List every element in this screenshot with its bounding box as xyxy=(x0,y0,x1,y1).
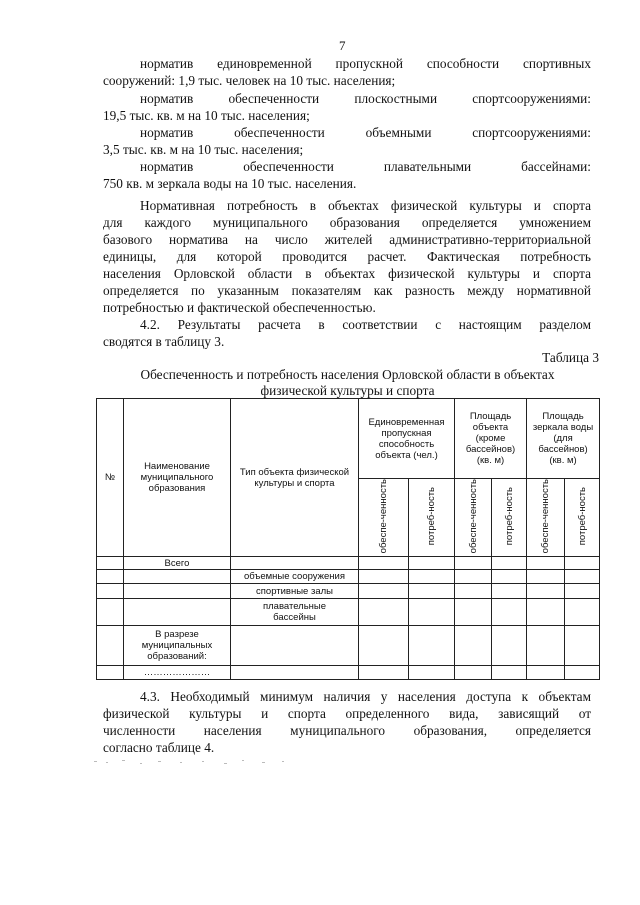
body-line: 3,5 тыс. кв. м на 10 тыс. населения; xyxy=(103,142,304,157)
subheader-need xyxy=(565,479,600,557)
body-line: численности населения муниципального образования, определяется xyxy=(103,723,591,738)
body-line: потребностью и фактической обеспеченностью. xyxy=(103,300,376,315)
table-row xyxy=(97,557,600,570)
page-number: 7 xyxy=(339,38,346,53)
subheader-supply xyxy=(359,479,409,557)
table-row xyxy=(97,584,600,599)
row-halls-label: спортивные залы xyxy=(231,584,359,599)
body-line: норматив обеспеченности плоскостными спортсооружениями: xyxy=(140,91,591,106)
table-row xyxy=(97,570,600,584)
subheader-supply xyxy=(455,479,492,557)
body-line: населения Орловской области в объектах физической культуры и спорта xyxy=(103,266,591,281)
body-line: норматив единовременной пропускной способности спортивных xyxy=(140,56,591,71)
scan-noise xyxy=(92,757,292,767)
subheader-need-label: потреб-ность xyxy=(576,487,588,546)
subheader-need-label: потреб-ность xyxy=(503,487,515,546)
body-line: сводятся в таблицу 3. xyxy=(103,334,225,349)
body-line: согласно таблице 4. xyxy=(103,740,215,755)
col-header-type: Тип объекта физической культуры и спорта xyxy=(231,399,359,557)
subheader-supply xyxy=(527,479,565,557)
col-header-pool: Площадь зеркала воды (для бассейнов) (кв. м) xyxy=(527,399,600,479)
subheader-need xyxy=(492,479,527,557)
col-header-name: Наименование муниципального образования xyxy=(124,399,231,557)
body-line: определяется по указанным показателям как разность между нормативной xyxy=(103,283,591,298)
subheader-supply-label: обеспе-ченность xyxy=(540,479,552,554)
body-line: норматив обеспеченности объемными спортсооружениями: xyxy=(140,125,591,140)
body-line: Нормативная потребность в объектах физической культуры и спорта xyxy=(140,198,591,213)
row-volume-label: объемные сооружения xyxy=(231,570,359,584)
body-line: 4.3. Необходимый минимум наличия у населения доступа к объектам xyxy=(140,689,591,704)
body-line: 750 кв. м зеркала воды на 10 тыс. населения. xyxy=(103,176,357,191)
subheader-supply-label: обеспе-ченность xyxy=(378,479,389,554)
row-dots: ………………… xyxy=(124,666,231,680)
body-line: норматив обеспеченности плавательными бассейнами: xyxy=(140,159,591,174)
body-line: единицы, для которой проводится расчет. Фактическая потребность xyxy=(103,249,591,264)
row-total-label: Всего xyxy=(124,557,231,570)
body-line: физической культуры и спорта определенного вида, зависящий от xyxy=(103,706,591,721)
row-pools-label: плавательные бассейны xyxy=(231,599,359,626)
body-line: сооружений: 1,9 тыс. человек на 10 тыс. населения; xyxy=(103,73,396,88)
body-line: 4.2. Результаты расчета в соответствии с настоящим разделом xyxy=(140,317,591,332)
subheader-supply-label: обеспе-ченность xyxy=(467,479,479,554)
table-title: физической культуры и спорта xyxy=(260,383,435,398)
table-row xyxy=(97,599,600,626)
table-row xyxy=(97,626,600,666)
body-line: 19,5 тыс. кв. м на 10 тыс. населения; xyxy=(103,108,310,123)
subheader-need-label: потреб-ность xyxy=(426,487,437,546)
row-breakdown-label: В разрезе муниципальных образований: xyxy=(124,626,231,666)
table-label: Таблица 3 xyxy=(542,350,599,365)
table-title: Обеспеченность и потребность населения Орловской области в объектах xyxy=(140,367,555,382)
subheader-need xyxy=(409,479,455,557)
table-row xyxy=(97,666,600,680)
col-header-num: № xyxy=(97,399,124,557)
col-header-capacity: Единовременная пропускная способность объекта (чел.) xyxy=(359,399,455,479)
table-3 xyxy=(96,398,600,680)
body-line: базового норматива на число жителей административно-территориальной xyxy=(103,232,591,247)
col-header-area: Площадь объекта (кроме бассейнов) (кв. м) xyxy=(455,399,527,479)
body-line: для каждого муниципального образования определяется умножением xyxy=(103,215,591,230)
